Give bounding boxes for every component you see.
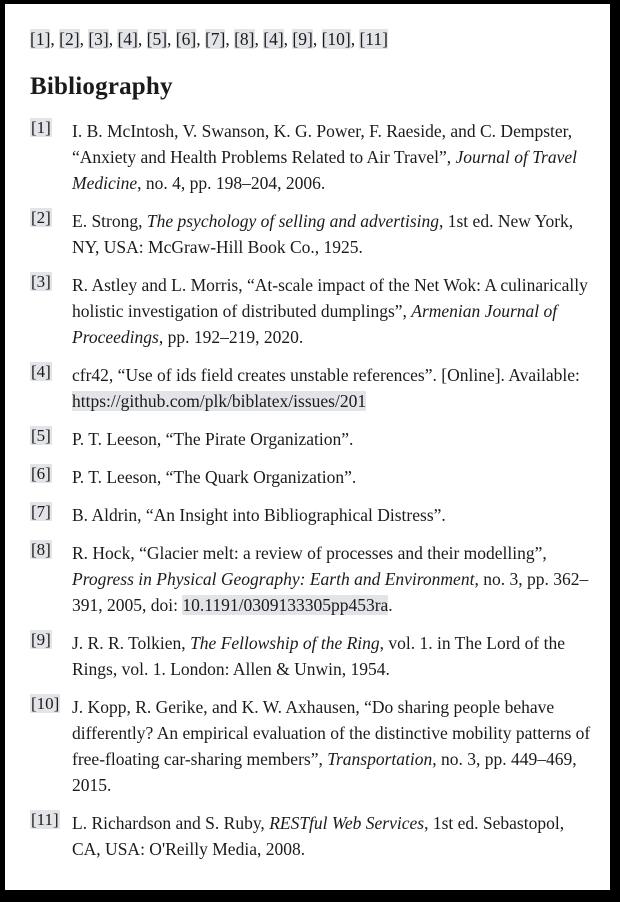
bibliography-entry [30,694,592,798]
entry-label-column [30,426,72,446]
entry-label-column [30,694,72,714]
entry-title-italic: Journal of Travel Medicine [72,147,578,193]
entry-title-italic: Armenian Journal of Proceedings [72,301,558,347]
document-page [5,4,610,890]
entry-label-link[interactable]: [9] [31,630,51,649]
entry-label-column [30,502,72,522]
bibliography-entry [30,272,592,350]
entry-label-column [30,810,72,830]
entry-text-segment: , 1st ed. New York, NY, USA: McGraw-Hill Book Co., 1925. [72,211,574,257]
entry-text-segment: . [388,595,393,615]
entry-text-segment: R. Hock, “Glacier melt: a review of processes and their modelling”, [72,543,547,563]
bibliography-entry [30,502,592,528]
entry-title-italic: The Fellowship of the Ring [190,633,380,653]
citation-ref-link[interactable]: [1] [30,29,51,49]
entry-text [72,208,592,260]
entry-text-segment: E. Strong, [72,211,147,231]
entry-label-column [30,272,72,292]
entry-text-segment: , no. 4, pp. 198–204, 2006. [137,173,326,193]
bibliography-entry [30,464,592,490]
entry-text-segment: J. R. R. Tolkien, [72,633,191,653]
citation-ref-link[interactable]: [6] [175,29,197,49]
entry-text-segment: I. B. McIntosh, V. Swanson, K. G. Power, F. Raeside, and C. Dempster, “Anxiety and Health Problems Related to Air Travel”, [72,121,573,167]
citation-ref-link[interactable]: [4] [263,29,284,49]
bibliography-entry [30,426,592,452]
entry-text-segment: , no. 3, pp. 449–469, 2015. [72,749,577,795]
bibliography-entry [30,630,592,682]
entry-label-link[interactable]: [1] [31,118,51,137]
entry-text-segment: cfr42, “Use of ids field creates unstable references”. [Online]. Available: [72,365,580,385]
citation-ref-link[interactable]: [4] [117,29,138,49]
entry-title-italic: Transportation [327,749,433,769]
entry-title-italic: The psychology of selling and advertising [146,211,439,231]
entry-text [72,810,592,862]
entry-text [72,540,592,618]
entry-label-column [30,630,72,650]
entry-text [72,118,592,196]
entry-text [72,694,592,798]
entry-label-column [30,540,72,560]
entry-label-link[interactable]: [11] [31,810,59,829]
citation-ref-link[interactable]: [10] [321,29,351,49]
entry-label-column [30,362,72,382]
entry-text [72,272,592,350]
entry-text-segment: , vol. 1. in The Lord of the Rings, vol. 1. London: Allen & Unwin, 1954. [72,633,565,679]
citation-ref-link[interactable]: [9] [292,29,313,49]
bibliography-entry [30,810,592,862]
entry-title-italic: RESTful Web Services [269,813,425,833]
citation-ref-link[interactable]: [7] [204,29,226,49]
bibliography-entry [30,118,592,196]
bibliography-entry [30,540,592,618]
entry-label-link[interactable]: [3] [31,272,51,291]
entry-label-column [30,464,72,484]
citation-ref-link[interactable]: [8] [234,29,255,49]
entry-text [72,502,592,528]
entry-text-segment: P. T. Leeson, “The Quark Organization”. [72,467,357,487]
entry-title-italic: Progress in Physical Geography: Earth and Environment [72,569,475,589]
entry-label-link[interactable]: [4] [31,362,51,381]
entry-url-link[interactable]: 10.1191/0309133305pp453ra [182,595,389,615]
entry-url-link[interactable]: https://github.com/plk/biblatex/issues/201 [72,391,367,411]
entry-text-segment: J. Kopp, R. Gerike, and K. W. Axhausen, “Do sharing people behave differently? An empirical evaluation of the distinctive mobility patterns of free-floating car-sharing members”, [72,697,591,769]
citation-ref-link[interactable]: [3] [88,29,109,49]
bibliography-entry [30,208,592,260]
citation-ref-link[interactable]: [11] [359,29,388,49]
citation-ref-link[interactable]: [2] [59,29,80,49]
entry-text-segment: P. T. Leeson, “The Pirate Organization”. [72,429,354,449]
entry-text [72,630,592,682]
entry-text-segment: , 1st ed. Sebastopol, CA, USA: O'Reilly Media, 2008. [72,813,565,859]
entry-text-segment: R. Astley and L. Morris, “At-scale impact of the Net Wok: A culinarically holistic investigation of distributed dumplings”, [72,275,588,321]
entry-label-column [30,118,72,138]
citation-ref-link[interactable]: [5] [146,29,168,49]
entry-text-segment: L. Richardson and S. Ruby, [72,813,270,833]
entry-label-link[interactable]: [2] [31,208,51,227]
entry-text [72,426,592,452]
entry-label-link[interactable]: [10] [31,694,60,713]
entry-label-column [30,208,72,228]
bibliography-heading: Bibliography [30,73,173,100]
entry-label-link[interactable]: [7] [31,502,51,521]
entry-text-segment: B. Aldrin, “An Insight into Bibliographical Distress”. [72,505,446,525]
entry-text-segment: , no. 3, pp. 362–391, 2005, doi: [72,569,589,615]
bibliography-list [30,118,592,862]
bibliography-entry [30,362,592,414]
entry-text [72,464,592,490]
entry-label-link[interactable]: [5] [31,426,51,445]
entry-label-link[interactable]: [8] [31,540,51,559]
citation-line: [1], [2], [3], [4], [5], [6], [7], [8], [4], [9], [10], [11] [30,29,388,49]
entry-text-segment: , pp. 192–219, 2020. [158,327,304,347]
entry-text [72,362,592,414]
entry-label-link[interactable]: [6] [31,464,51,483]
